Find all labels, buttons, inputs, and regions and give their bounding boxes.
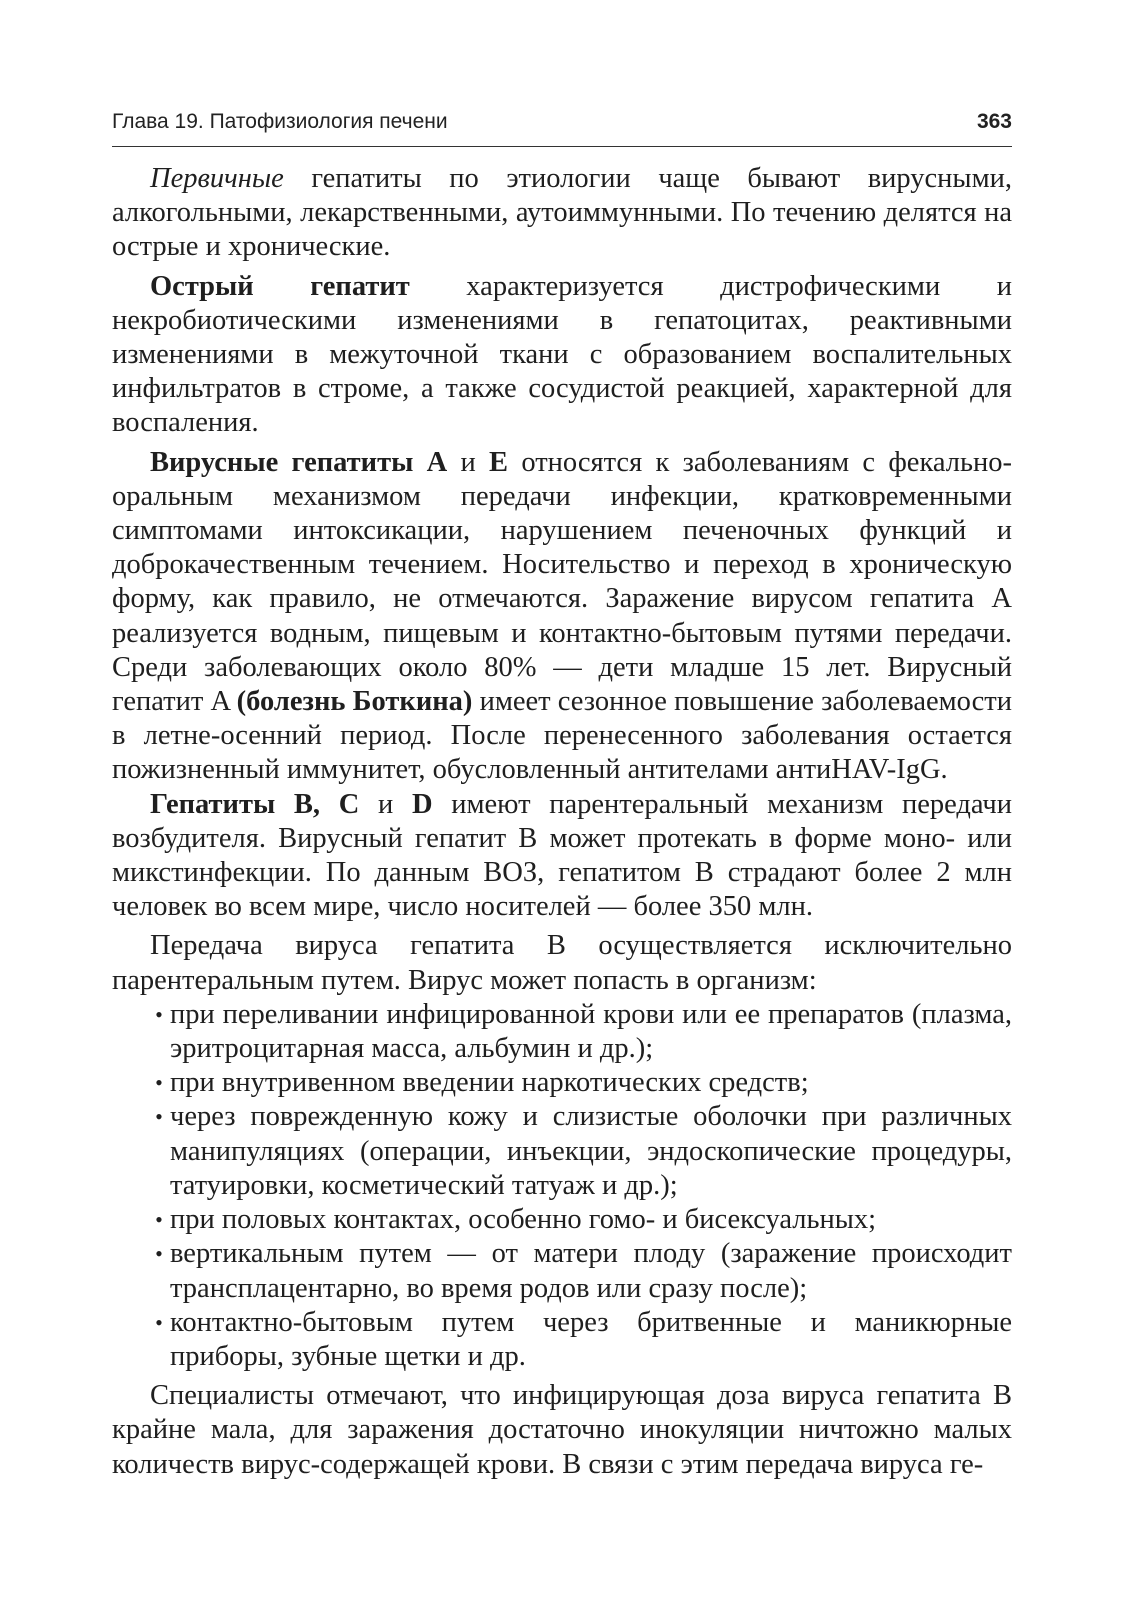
bold-term: E xyxy=(489,446,509,478)
header-rule xyxy=(112,146,1012,147)
body-text xyxy=(112,162,1012,1487)
list-item: • вертикальным путем — от матери плоду (заражение происходит трансплацентарно, во время родов или сразу после); xyxy=(112,1237,1012,1305)
page-number: 363 xyxy=(976,110,1012,133)
bold-term: (болезнь Боткина) xyxy=(236,686,473,718)
list-item: • при переливании инфицированной крови или ее препаратов (плазма, эритроцитарная масса, альбумин и др.); xyxy=(112,998,1012,1066)
bold-term: Вирусные гепатиты A xyxy=(150,446,448,478)
bullet-icon: • xyxy=(155,1309,163,1335)
paragraph-text: Передача вируса гепатита B осуществляется исключительно парентеральным путем. Вирус может попасть в организм: xyxy=(112,930,1012,996)
paragraph-text: Специалисты отмечают, что инфицирующая доза вируса гепатита B крайне мала, для заражения достаточно инокуляции ничтожно малых количеств вирус-содержащей крови. В связи с этим передача вируса ге- xyxy=(112,1380,1012,1480)
bullet-icon: • xyxy=(155,1001,163,1027)
paragraph-text: имеют парентеральный механизм передачи возбудителя. Вирусный гепатит B может протекать в форме моно- или микстинфекции. По данным ВОЗ, гепатитом B страдают более 2 млн человек во всем мире, число носителей — более 350 млн. xyxy=(112,788,1012,923)
paragraph-acute-hepatitis xyxy=(112,270,1012,441)
bullet-icon: • xyxy=(155,1104,163,1130)
list-item: • при внутривенном введении наркотических средств; xyxy=(112,1066,1012,1100)
bullet-icon: • xyxy=(155,1241,163,1267)
paragraph-transmission xyxy=(112,929,1012,997)
paragraph-text: гепатиты по этиологии чаще бывают вирусными, алкогольными, лекарственными, аутоиммунными. По течению делятся на острые и хронические. xyxy=(112,163,1012,263)
bold-term: D xyxy=(411,788,433,820)
paragraph-text: относятся к заболеваниям с фекально-оральным механизмом передачи инфекции, кратковременными симптомами интоксикации, нарушением печеночных функций и доброкачественным течением. Носительство и переход в хроническую форму, как правило, не отмечаются. Заражение вирусом гепатита A реализуется водным, пищевым и контактно-бытовым путями передачи. Среди заболевающих около 80% — дети младше 15 лет. Вирусный гепатит A xyxy=(112,446,1012,718)
paragraph-infective-dose xyxy=(112,1379,1012,1482)
transmission-route-list xyxy=(112,998,1012,1374)
italic-term: Первичные xyxy=(150,163,284,194)
bold-term: Гепатиты B, C xyxy=(150,788,360,820)
bullet-icon: • xyxy=(155,1070,163,1096)
paragraph-text: имеет сезонное повышение заболеваемости в летне-осенний период. После перенесенного заболевания остается пожизненный иммунитет, обусловленный антителами антиHAV-IgG. xyxy=(112,686,1013,786)
paragraph-primary-hepatitis xyxy=(112,162,1012,265)
list-item: • контактно-бытовым путем через бритвенные и маникюрные приборы, зубные щетки и др. xyxy=(112,1306,1012,1374)
paragraph-hepatitis-b-c-d xyxy=(112,788,1012,925)
bullet-icon: • xyxy=(155,1207,163,1233)
bold-term: Острый гепатит xyxy=(150,270,410,302)
chapter-title: Глава 19. Патофизиология печени xyxy=(112,110,448,133)
running-header xyxy=(112,110,1012,134)
list-item: • при половых контактах, особенно гомо- и бисексуальных; xyxy=(112,1203,1012,1237)
conjunction: и xyxy=(447,446,490,478)
paragraph-hepatitis-a-e xyxy=(112,446,1012,788)
conjunction: и xyxy=(359,788,412,820)
list-item: • через поврежденную кожу и слизистые оболочки при различных манипуляциях (операции, инъекции, эндоскопические процедуры, татуировки, косметический татуаж и др.); xyxy=(112,1100,1012,1203)
paragraph-text: характеризуется дистрофическими и некробиотическими изменениями в гепатоцитах, реактивными изменениями в межуточной ткани с образованием воспалительных инфильтратов в строме, а также сосудистой реакцией, характерной для воспаления. xyxy=(112,270,1012,439)
